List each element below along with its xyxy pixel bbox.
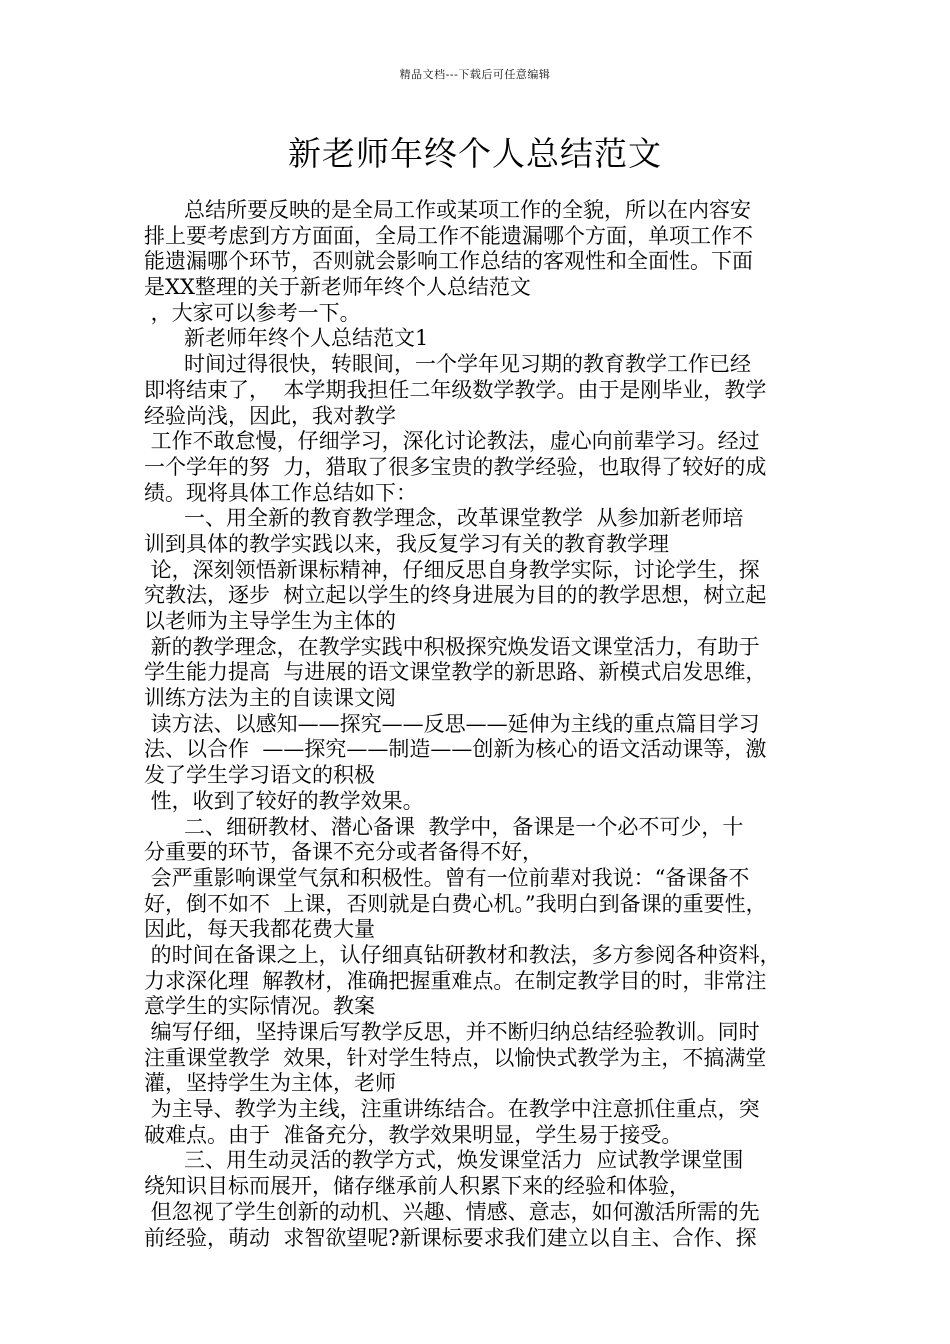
document-body (144, 198, 810, 1251)
body-text-line: 即将结束了， 本学期我担任二年级数学教学。由于是刚毕业，教学 (144, 377, 767, 402)
body-text-line: 会严重影响课堂气氛和积极性。曾有一位前辈对我说：“备课备不 (144, 865, 750, 890)
body-text-line: 以老师为主导学生为主体的 (144, 609, 396, 633)
body-text-line: 新老师年终个人总结范文1 (144, 326, 429, 351)
body-text-line: 训练方法为主的自读课文阅 (144, 686, 396, 711)
body-text-line: 力求深化理 解教材，准确把握重难点。在制定教学目的时，非常注 (144, 968, 767, 993)
body-text-line: 绩。现将具体工作总结如下： (144, 480, 417, 505)
body-text-line: 论，深刻领悟新课标精神，仔细反思自身教学实际，讨论学生，探 (144, 557, 760, 582)
body-text-line: 意学生的实际情况。教案 (144, 994, 375, 1019)
body-text-line: 的时间在备课之上，认仔细真钻研教材和教法，多方参阅各种资料， (144, 942, 781, 967)
body-text-line: 因此，每天我都花费大量 (144, 917, 375, 942)
body-text-line: 能遗漏哪个环节，否则就会影响工作总结的客观性和全面性。下面 (144, 249, 753, 274)
body-text-line: 学生能力提高 与进展的语文课堂教学的新思路、新模式启发思维， (144, 660, 767, 685)
body-text-line: 法、以合作 ——探究——制造——创新为核心的语文活动课等，激 (144, 737, 767, 762)
body-text-line: 三、用生动灵活的教学方式，焕发课堂活力 应试教学课堂围 (144, 1148, 744, 1173)
body-text-line: 总结所要反映的是全局工作或某项工作的全貌，所以在内容安 (144, 198, 752, 222)
body-text-line: 一个学年的努 力，猎取了很多宝贵的教学经验，也取得了较好的成 (144, 454, 767, 479)
document-title: 新老师年终个人总结范文 (288, 134, 662, 173)
body-text-line: 发了学生学习语文的积极 (144, 763, 375, 788)
body-text-line: 一、用全新的教育教学理念，改革课堂教学 从参加新老师培 (144, 506, 744, 531)
body-text-line: 破难点。由于 准备充分，教学效果明显，学生易于接受。 (144, 1122, 683, 1147)
body-text-line: 好，倒不如不 上课，否则就是白费心机。”我明白到备课的重要性， (144, 891, 767, 916)
body-text-line: 新的教学理念，在教学实践中积极探究焕发语文课堂活力，有助于 (144, 634, 760, 659)
body-text-line: 读方法、以感知——探究——反思——延伸为主线的重点篇目学习 (144, 711, 760, 736)
body-text-line: 时间过得很快，转眼间，一个学年见习期的教育教学工作已经 (144, 352, 752, 377)
body-text-line: 前经验，萌动 求智欲望呢?新课标要求我们建立以自主、合作、探 (144, 1225, 757, 1250)
body-text-line: 经验尚浅，因此，我对教学 (144, 403, 396, 428)
body-text-line: 但忽视了学生创新的动机、兴趣、情感、意志，如何激活所需的先 (144, 1199, 760, 1224)
body-text-line: 二、细研教材、潜心备课 教学中，备课是一个必不可少，十 (144, 814, 744, 839)
body-text-line: 究教法，逐步 树立起以学生的终身进展为目的的教学思想，树立起 (144, 583, 767, 608)
header-note: 精品文档---下载后可任意编辑 (399, 68, 551, 81)
body-text-line: 为主导、教学为主线，注重讲练结合。在教学中注意抓住重点，突 (144, 1097, 760, 1122)
body-text-line: 工作不敢怠慢，仔细学习，深化讨论教法，虚心向前辈学习。经过 (144, 429, 760, 454)
body-text-line: 绕知识目标而展开，储存继承前人积累下来的经验和体验， (144, 1174, 690, 1199)
body-text-line: 训到具体的教学实践以来，我反复学习有关的教育教学理 (144, 531, 669, 556)
body-text-line: 编写仔细，坚持课后写教学反思，并不断归纳总结经验教训。同时 (144, 1020, 760, 1044)
body-text-line: 排上要考虑到方方面面，全局工作不能遗漏哪个方面，单项工作不 (144, 223, 753, 248)
body-text-line: 灌，坚持学生为主体，老师 (144, 1071, 396, 1096)
body-text-line: 注重课堂教学 效果，针对学生特点，以愉快式教学为主，不搞满堂 (144, 1045, 767, 1070)
body-text-line: 分重要的环节，备课不充分或者备得不好， (144, 840, 543, 865)
body-text-line: 性，收到了较好的教学效果。 (144, 788, 424, 813)
body-text-line: ，大家可以参考一下。 (144, 300, 361, 325)
body-text-line: 是XX整理的关于新老师年终个人总结范文 (144, 275, 531, 300)
